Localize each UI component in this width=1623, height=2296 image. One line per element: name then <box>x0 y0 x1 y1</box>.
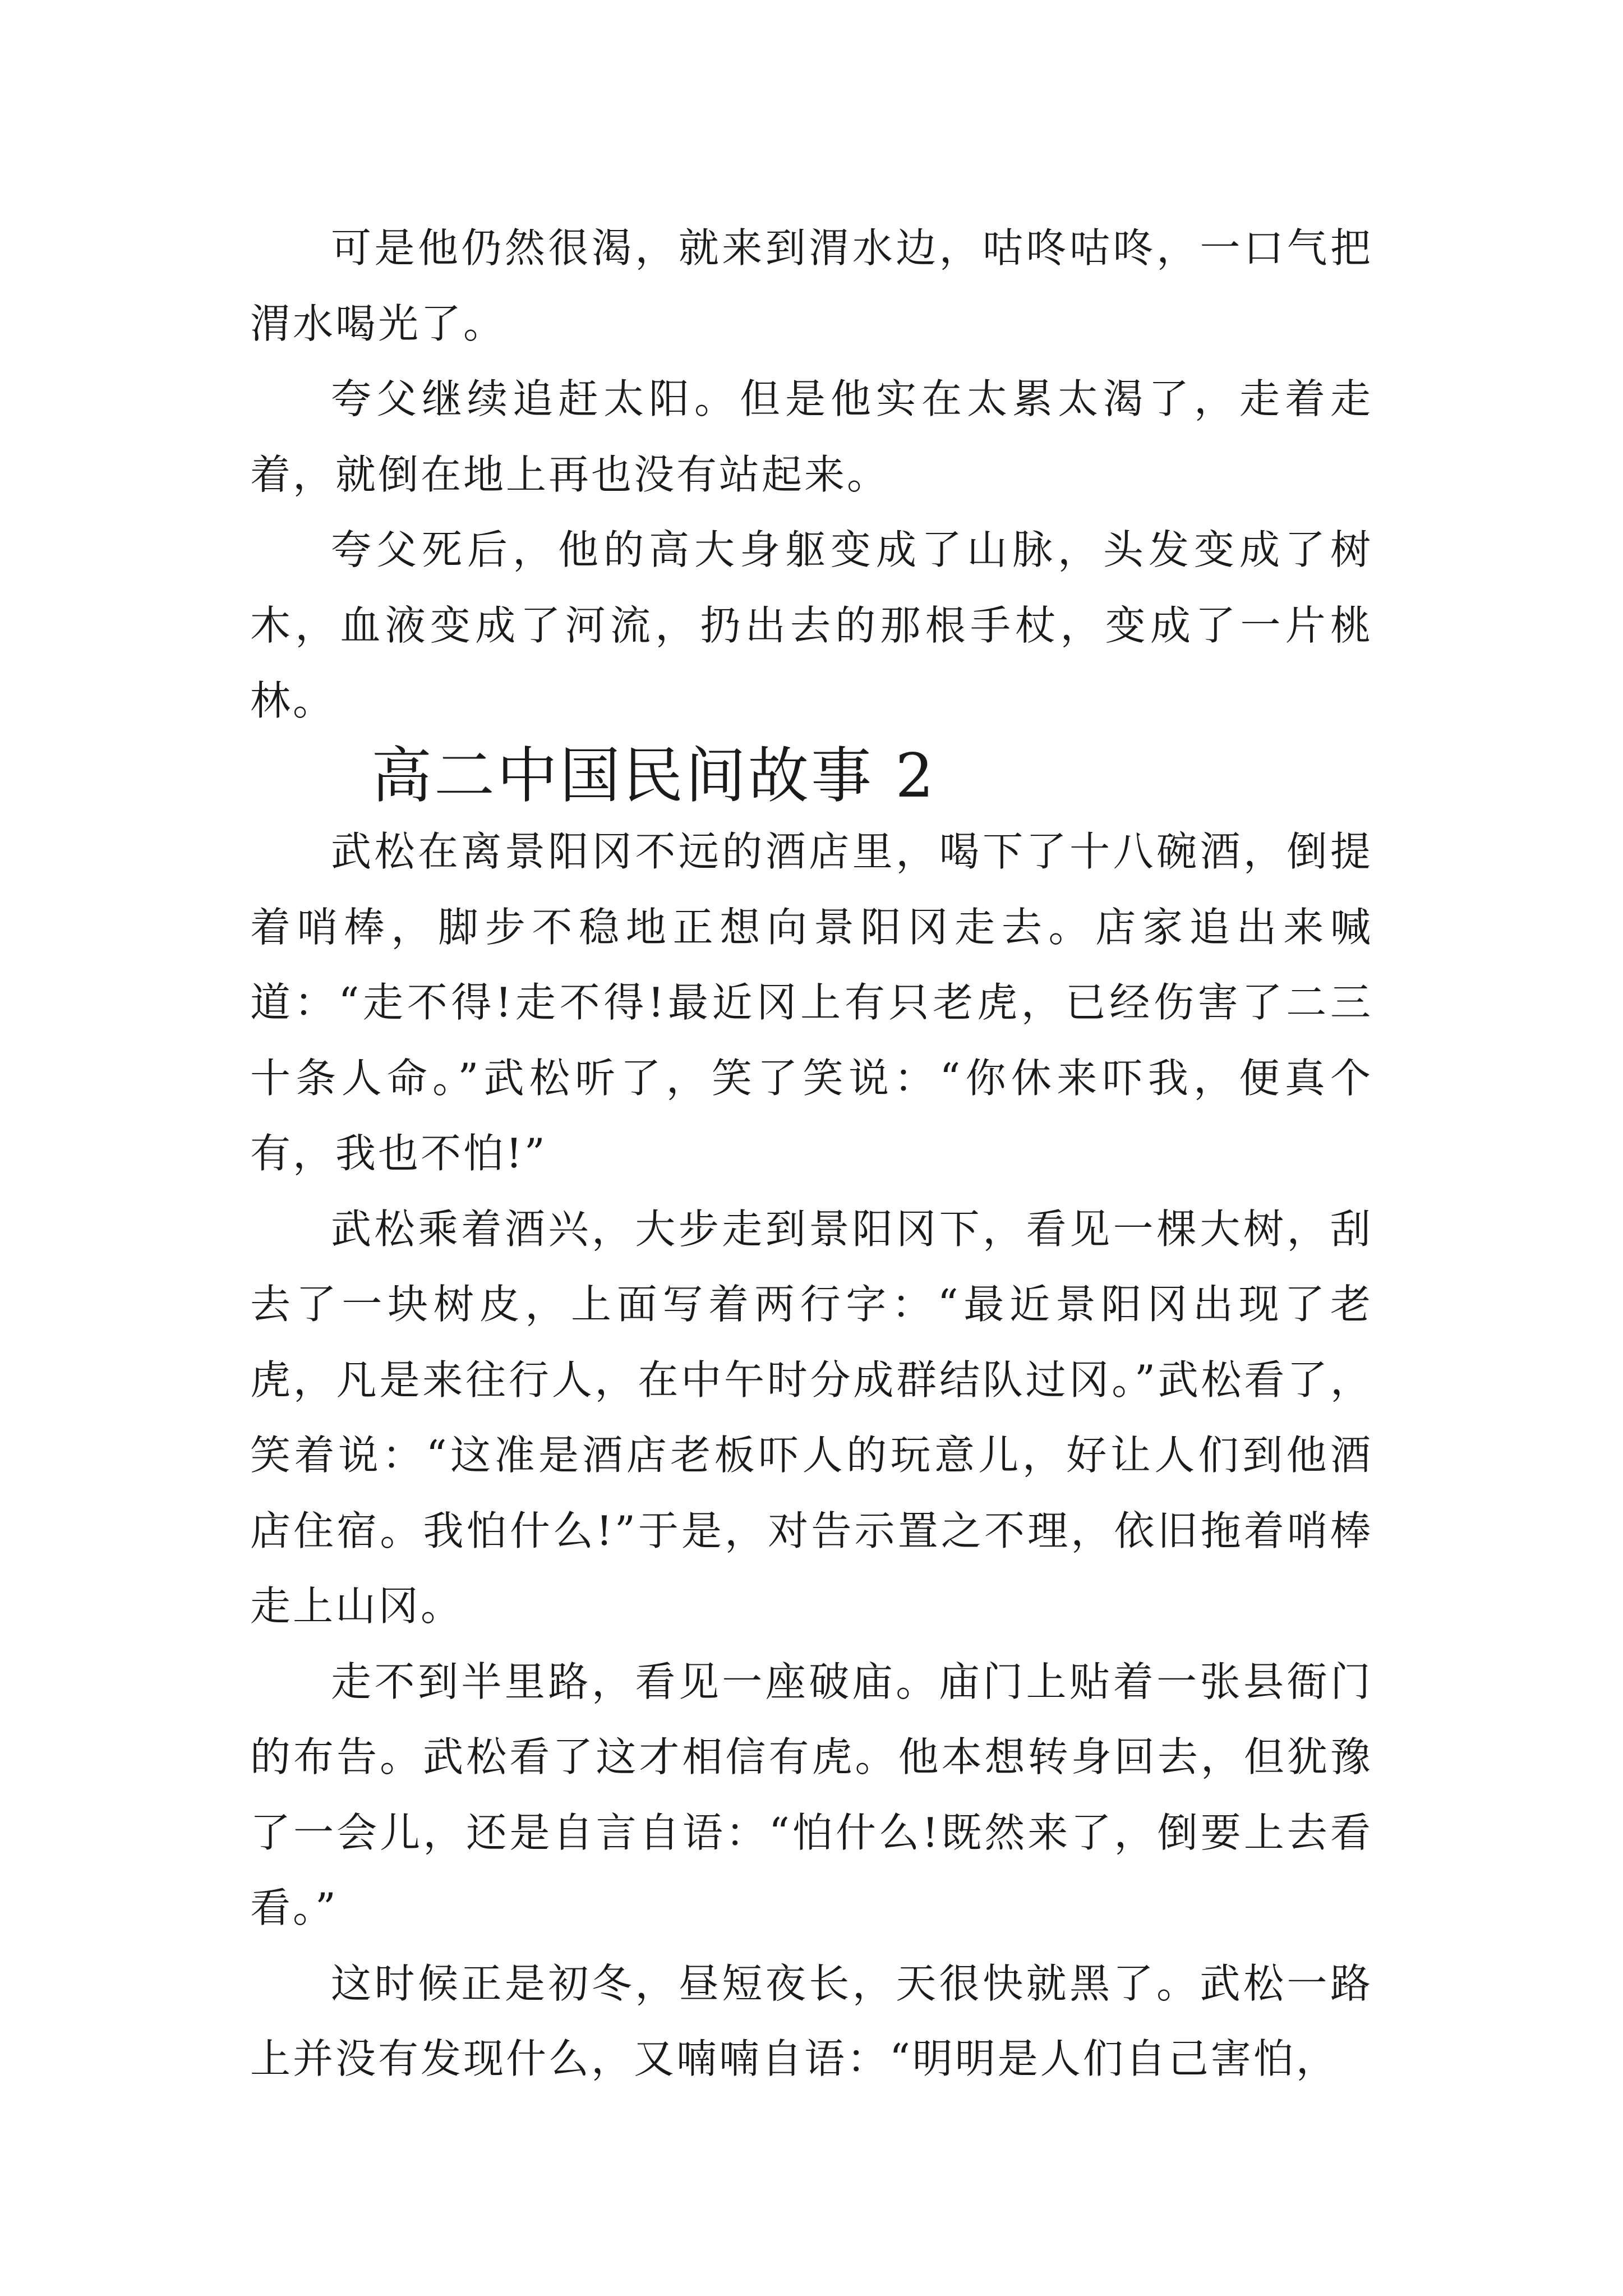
section-title: 高二中国民间故事 2 <box>371 740 937 811</box>
document-body <box>250 210 1373 2097</box>
paragraph-1: 可是他仍然很渴，就来到渭水边，咕咚咕咚，一口气把渭水喝光了。 <box>250 224 1373 347</box>
section-paragraph-3: 走不到半里路，看见一座破庙。庙门上贴着一张县衙门的布告。武松看了这才相信有虎。他本想转身回去，但犹豫了一会儿，还是自言自语：“怕什么!既然来了，倒要上去看看。” <box>250 1658 1373 1931</box>
section-paragraph-1: 武松在离景阳冈不远的酒店里，喝下了十八碗酒，倒提着哨棒，脚步不稳地正想向景阳冈走去。店家追出来喊道：“走不得!走不得!最近冈上有只老虎，已经伤害了二三十条人命。”武松听了，笑了笑说：“你休来吓我，便真个有，我也不怕!” <box>250 828 1373 1177</box>
paragraph-3: 夸父死后，他的高大身躯变成了山脉，头发变成了树木，血液变成了河流，扔出去的那根手杖，变成了一片桃林。 <box>250 526 1373 724</box>
section-paragraph-2: 武松乘着酒兴，大步走到景阳冈下，看见一棵大树，刮去了一块树皮，上面写着两行字：“最近景阳冈出现了老虎，凡是来往行人，在中午时分成群结队过冈。”武松看了，笑着说：“这准是酒店老板吓人的玩意儿，好让人们到他酒店住宿。我怕什么!”于是，对告示置之不理，依旧拖着哨棒走上山冈。 <box>250 1205 1373 1630</box>
section-paragraph-4: 这时候正是初冬，昼短夜长，天很快就黑了。武松一路上并没有发现什么，又喃喃自语：“明明是人们自己害怕， <box>250 1959 1373 2082</box>
paragraph-2: 夸父继续追赶太阳。但是他实在太累太渴了，走着走着，就倒在地上再也没有站起来。 <box>250 375 1373 498</box>
